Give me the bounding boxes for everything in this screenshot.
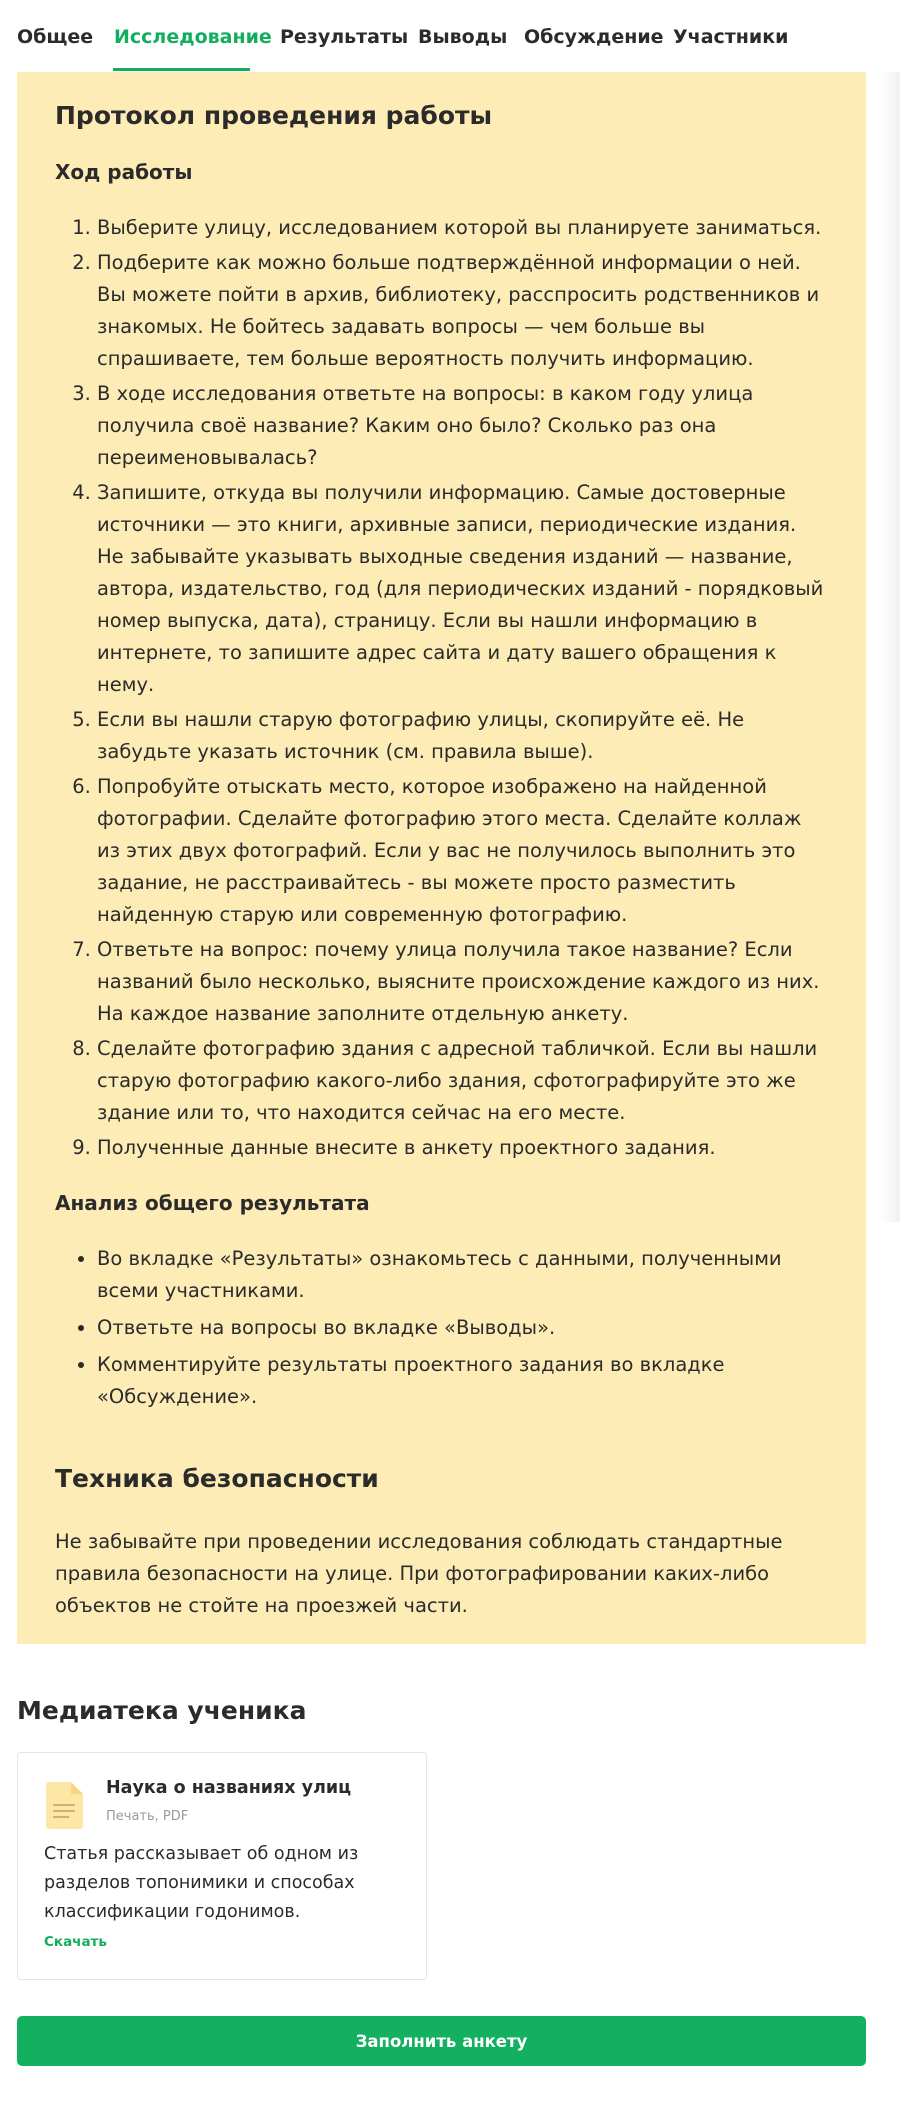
tab-general[interactable]: Общее bbox=[17, 26, 94, 48]
download-link[interactable]: Скачать bbox=[44, 1934, 107, 1950]
list-item: 9. Полученные данные внесите в анкету проектного задания. bbox=[97, 1132, 829, 1164]
analysis-list bbox=[55, 1243, 829, 1413]
steps-heading: Ход работы bbox=[55, 159, 193, 184]
list-item: 2. Подберите как можно больше подтверждённой информации о ней. Вы можете пойти в архив, библиотеку, расспросить родственников и знакомых. Не бойтесь задавать вопросы — чем больше вы спрашиваете, тем больше вероятность получить информацию. bbox=[97, 247, 829, 375]
list-item: 5. Если вы нашли старую фотографию улицы, скопируйте её. Не забудьте указать источник (см. правила выше). bbox=[97, 704, 829, 768]
list-item: 8. Сделайте фотографию здания с адресной табличкой. Если вы нашли старую фотографию какого-либо здания, сфотографируйте это же здание или то, что находится сейчас на его месте. bbox=[97, 1033, 829, 1129]
list-item: 6. Попробуйте отыскать место, которое изображено на найденной фотографии. Сделайте фотографию этого места. Сделайте коллаж из этих двух фотографий. Если у вас не получилось выполнить это задание, не расстраивайтесь - вы можете просто разместить найденную старую или современную фотографию. bbox=[97, 771, 829, 931]
analysis-heading: Анализ общего результата bbox=[55, 1190, 370, 1215]
scroll-shadow bbox=[880, 72, 900, 1222]
protocol-panel bbox=[17, 72, 866, 1644]
fill-form-button[interactable]: Заполнить анкету bbox=[17, 2016, 866, 2066]
safety-text: Не забывайте при проведении исследования соблюдать стандартные правила безопасности на улице. При фотографировании каких-либо объектов не стойте на проезжей части. bbox=[55, 1530, 783, 1617]
tab-conclusions[interactable]: Выводы bbox=[418, 26, 508, 48]
list-item: • Ответьте на вопросы во вкладке «Выводы». bbox=[97, 1312, 829, 1344]
tab-research[interactable]: Исследование bbox=[114, 26, 272, 48]
tab-participants[interactable]: Участники bbox=[673, 26, 789, 48]
media-card-description: Статья рассказывает об одном из разделов топонимики и способах классификации годонимов. bbox=[44, 1844, 359, 1922]
media-library-title: Медиатека ученика bbox=[17, 1696, 307, 1725]
list-item: • Во вкладке «Результаты» ознакомьтесь с данными, полученными всеми участниками. bbox=[97, 1243, 829, 1307]
media-card-meta: Печать, PDF bbox=[106, 1809, 189, 1824]
protocol-title: Протокол проведения работы bbox=[55, 101, 493, 130]
tab-bar bbox=[0, 0, 900, 72]
list-item: 4. Запишите, откуда вы получили информацию. Самые достоверные источники — это книги, архивные записи, периодические издания. Не забывайте указывать выходные сведения изданий — название, автора, издательство, год (для периодических изданий - порядковый номер выпуска, дата), страницу. Если вы нашли информацию в интернете, то запишите адрес сайта и дату вашего обращения к нему. bbox=[97, 477, 829, 701]
tab-discussion[interactable]: Обсуждение bbox=[524, 26, 664, 48]
safety-title: Техника безопасности bbox=[55, 1463, 379, 1493]
steps-list bbox=[55, 212, 829, 1164]
document-icon bbox=[45, 1780, 85, 1830]
list-item: • Комментируйте результаты проектного задания во вкладке «Обсуждение». bbox=[97, 1349, 829, 1413]
active-tab-indicator bbox=[113, 68, 250, 71]
tab-results[interactable]: Результаты bbox=[280, 26, 409, 48]
media-card-title: Наука о названиях улиц bbox=[106, 1778, 352, 1798]
list-item: 3. В ходе исследования ответьте на вопросы: в каком году улица получила своё название? Каким оно было? Сколько раз она переименовывалась? bbox=[97, 378, 829, 474]
media-card bbox=[17, 1752, 427, 1980]
list-item: 7. Ответьте на вопрос: почему улица получила такое название? Если названий было несколько, выясните происхождение каждого из них. На каждое название заполните отдельную анкету. bbox=[97, 934, 829, 1030]
list-item: 1. Выберите улицу, исследованием которой вы планируете заниматься. bbox=[97, 212, 829, 244]
